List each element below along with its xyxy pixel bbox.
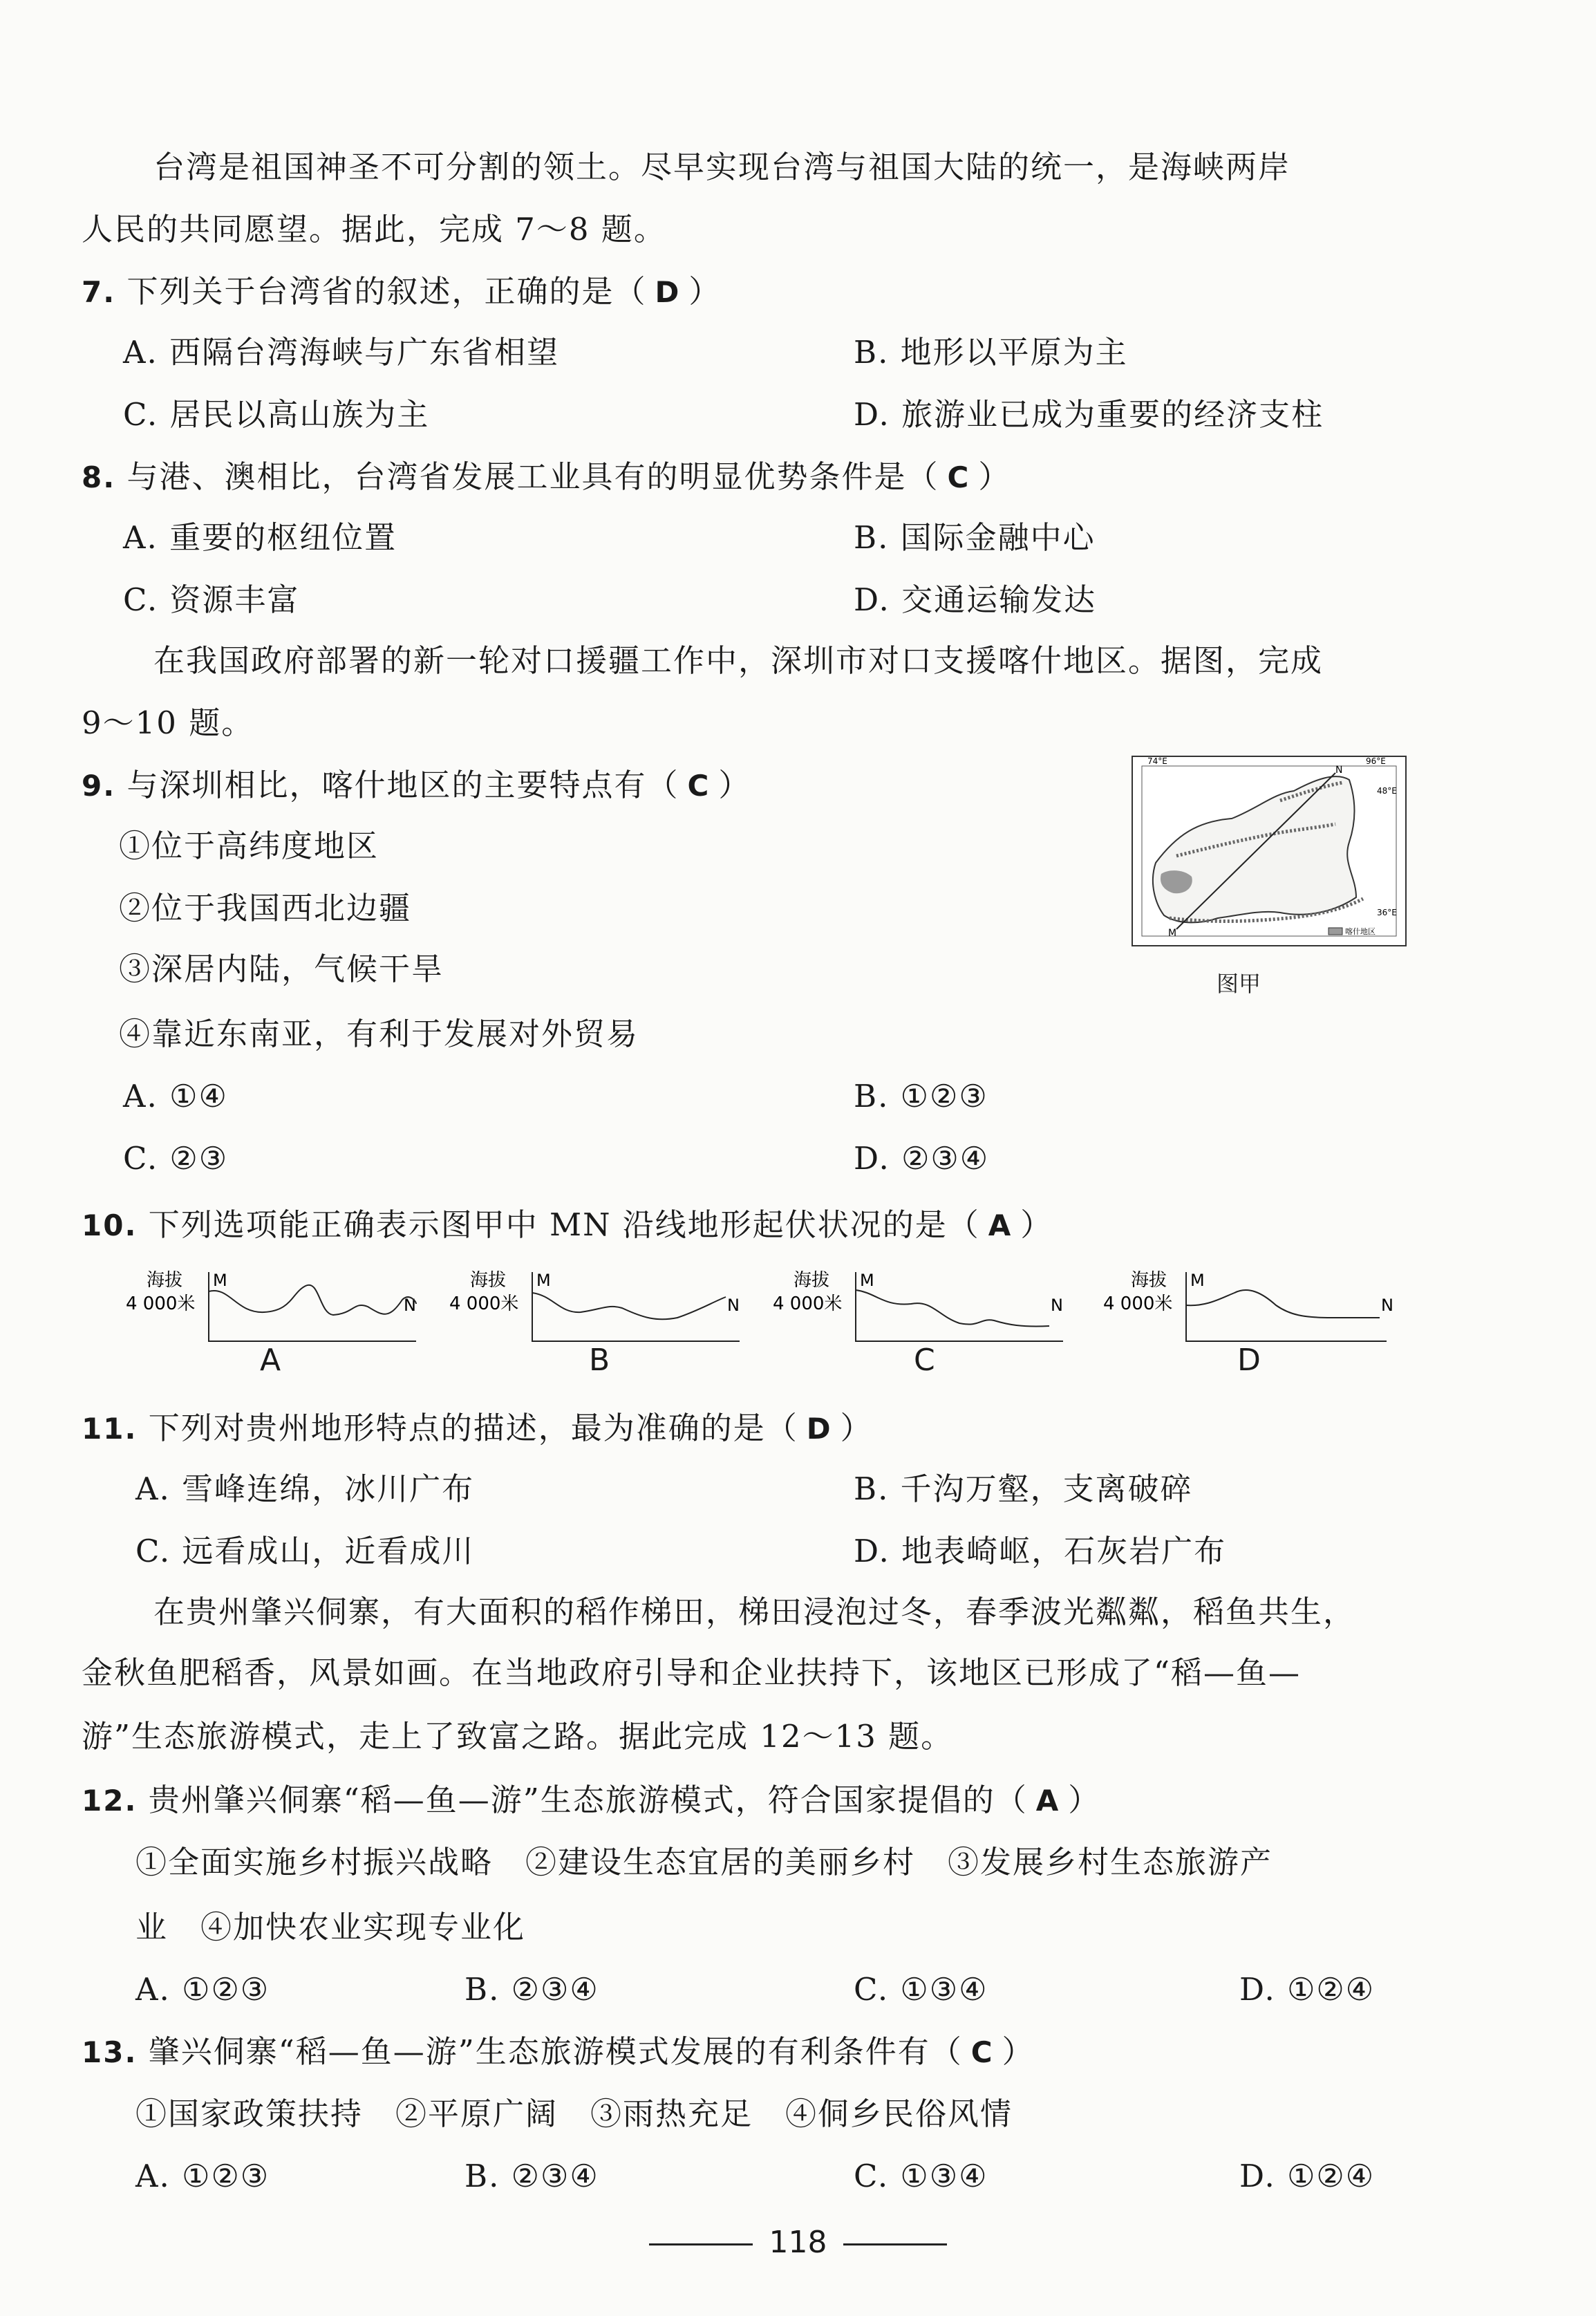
intro-text-2b: 9～10 题。	[82, 704, 254, 741]
profile-d	[1096, 1265, 1414, 1355]
option-b: B. ①②③	[854, 1078, 988, 1114]
intro-text-2a: 在我国政府部署的新一轮对口援疆工作中，深圳市对口支援喀什地区。据图，完成	[153, 642, 1324, 679]
question-number: 13.	[82, 2035, 138, 2069]
profile-n: N	[404, 1296, 416, 1315]
profile-label-c: C	[914, 1343, 935, 1378]
profile-label-a: A	[260, 1343, 281, 1378]
profile-label-d: D	[1237, 1343, 1261, 1378]
page-number	[0, 2225, 1596, 2260]
legend-label: 喀什地区	[1345, 927, 1376, 936]
profile-n: N	[727, 1296, 740, 1315]
option-b: B. ②③④	[464, 2158, 599, 2194]
profile-elev: 4 000米	[449, 1294, 519, 1314]
option-d: D. ①②④	[1239, 1971, 1376, 2008]
option-b: B. 千沟万壑，支离破碎	[854, 1470, 1193, 1507]
page-number-text: 118	[769, 2225, 827, 2260]
answer-mark: D	[806, 1412, 832, 1446]
question-stem: 下列关于台湾省的叙述，正确的是（	[126, 273, 647, 310]
option-d: D. 交通运输发达	[854, 581, 1097, 618]
profile-ylabel: 海拔	[794, 1270, 830, 1291]
option-a: A. ①④	[123, 1078, 228, 1114]
map-lat-top: 48°E	[1377, 786, 1397, 796]
profile-elev: 4 000米	[1103, 1294, 1173, 1314]
map-point-n: N	[1335, 765, 1343, 776]
question-stem: 下列选项能正确表示图甲中 MN 沿线地形起伏状况的是（	[148, 1206, 980, 1243]
question-number: 7.	[82, 275, 116, 309]
question-stem: 与港、澳相比，台湾省发展工业具有的明显优势条件是（	[126, 458, 939, 495]
intro-text-3c: 游”生态旅游模式，走上了致富之路。据此完成 12～13 题。	[82, 1718, 954, 1755]
profile-elev: 4 000米	[773, 1294, 843, 1314]
option-a: A. ①②③	[135, 1971, 270, 2008]
xinjiang-map-figure	[1128, 752, 1410, 950]
option-c: C. 远看成山，近看成川	[135, 1533, 475, 1569]
option-c: C. ②③	[123, 1140, 229, 1177]
question-stem: 贵州肇兴侗寨“稻—鱼—游”生态旅游模式，符合国家提倡的（	[148, 1782, 1028, 1818]
option-d: D. ①②④	[1239, 2158, 1376, 2194]
paren-close: ）	[1002, 2033, 1035, 2070]
question-12	[82, 1780, 1100, 1822]
profile-curve	[1186, 1290, 1380, 1318]
question-10	[82, 1204, 1053, 1246]
question-number: 10.	[82, 1208, 138, 1242]
question-number: 11.	[82, 1412, 138, 1446]
map-lon-right: 96°E	[1366, 756, 1386, 766]
answer-mark: C	[947, 460, 970, 494]
paren-close: ）	[1068, 1782, 1101, 1818]
option-b: B. 地形以平原为主	[854, 334, 1128, 371]
question-stem: 与深圳相比，喀什地区的主要特点有（	[126, 767, 679, 803]
statement-2: ②位于我国西北边疆	[119, 890, 412, 926]
profile-a	[126, 1265, 444, 1355]
statement-line-2: 业 ④加快农业实现专业化	[135, 1909, 526, 1945]
profile-m: M	[213, 1271, 227, 1290]
map-caption: 图甲	[1217, 971, 1261, 997]
statement-3: ③深居内陆，气候干旱	[119, 951, 444, 987]
option-c: C. ①③④	[854, 1971, 988, 2008]
option-c: C. 居民以高山族为主	[123, 396, 430, 433]
option-a: A. 雪峰连绵，冰川广布	[135, 1470, 475, 1507]
intro-text-1a: 台湾是祖国神圣不可分割的领土。尽早实现台湾与祖国大陆的统一，是海峡两岸	[153, 149, 1291, 185]
profile-n: N	[1381, 1296, 1393, 1315]
intro-text-3a: 在贵州肇兴侗寨，有大面积的稻作梯田，梯田浸泡过冬，春季波光粼粼，稻鱼共生，	[153, 1594, 1356, 1630]
question-9	[82, 765, 751, 807]
legend-swatch	[1329, 928, 1342, 935]
profile-n: N	[1051, 1296, 1063, 1315]
statement-1: ①位于高纬度地区	[119, 828, 379, 864]
option-a: A. 西隔台湾海峡与广东省相望	[123, 334, 560, 371]
question-8	[82, 456, 1011, 498]
map-lon-left: 74°E	[1147, 756, 1167, 766]
question-11	[82, 1408, 873, 1450]
question-stem: 下列对贵州地形特点的描述，最为准确的是（	[148, 1410, 798, 1446]
profile-label-b: B	[589, 1343, 610, 1378]
answer-mark: C	[687, 769, 711, 803]
profile-elev: 4 000米	[126, 1294, 196, 1314]
statement-4: ④靠近东南亚，有利于发展对外贸易	[119, 1016, 639, 1052]
statement-line-1: ①全面实施乡村振兴战略 ②建设生态宜居的美丽乡村 ③发展乡村生态旅游产	[135, 1844, 1273, 1880]
profile-m: M	[860, 1271, 874, 1290]
question-stem: 肇兴侗寨“稻—鱼—游”生态旅游模式发展的有利条件有（	[148, 2033, 963, 2070]
option-b: B. ②③④	[464, 1971, 599, 2008]
option-a: A. 重要的枢纽位置	[123, 519, 397, 556]
profile-ylabel: 海拔	[470, 1270, 507, 1291]
option-d: D. 旅游业已成为重要的经济支柱	[854, 396, 1324, 433]
paren-close: ）	[840, 1410, 873, 1446]
option-d: D. 地表崎岖，石灰岩广布	[854, 1533, 1227, 1569]
option-a: A. ①②③	[135, 2158, 270, 2194]
paren-close: ）	[1020, 1206, 1053, 1243]
answer-mark: C	[970, 2035, 994, 2069]
profile-curve	[856, 1290, 1049, 1327]
question-number: 9.	[82, 769, 116, 803]
question-13	[82, 2031, 1035, 2073]
intro-text-3b: 金秋鱼肥稻香，风景如画。在当地政府引导和企业扶持下，该地区已形成了“稻—鱼—	[82, 1654, 1302, 1691]
profile-m: M	[1190, 1271, 1205, 1290]
profile-ylabel: 海拔	[1131, 1270, 1167, 1291]
option-d: D. ②③④	[854, 1140, 990, 1177]
paren-close: ）	[688, 273, 722, 310]
profile-b	[449, 1265, 767, 1355]
profile-curve	[532, 1293, 726, 1319]
intro-text-1b: 人民的共同愿望。据此，完成 7～8 题。	[82, 211, 666, 248]
map-lat-bottom: 36°E	[1377, 908, 1397, 917]
option-b: B. 国际金融中心	[854, 519, 1096, 556]
profile-ylabel: 海拔	[147, 1270, 183, 1291]
paren-close: ）	[978, 458, 1011, 495]
map-point-m: M	[1168, 928, 1177, 939]
answer-mark: A	[988, 1208, 1013, 1242]
statement-line: ①国家政策扶持 ②平原广阔 ③雨热充足 ④侗乡民俗风情	[135, 2095, 1013, 2132]
option-c: C. 资源丰富	[123, 581, 300, 618]
question-number: 8.	[82, 460, 116, 494]
paren-close: ）	[718, 767, 751, 803]
question-number: 12.	[82, 1784, 138, 1818]
profile-curve	[209, 1285, 416, 1315]
option-c: C. ①③④	[854, 2158, 988, 2194]
answer-mark: D	[655, 275, 681, 309]
answer-mark: A	[1035, 1784, 1060, 1818]
profile-c	[773, 1265, 1091, 1355]
question-7	[82, 271, 721, 313]
profile-m: M	[536, 1271, 551, 1290]
